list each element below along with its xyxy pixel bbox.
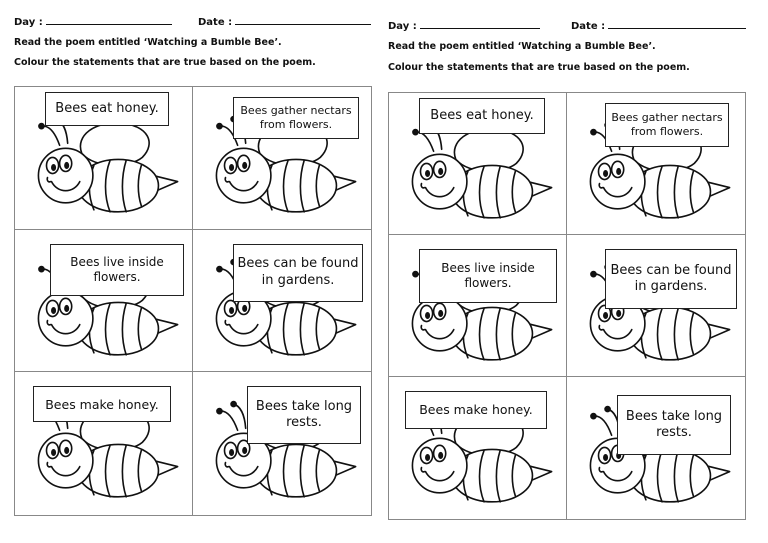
statement-box[interactable]: Bees take long rests. [617,395,731,455]
statement-cell [567,93,745,235]
statement-cell [193,372,371,515]
statement-box[interactable]: Bees live inside flowers. [50,244,184,296]
statement-box[interactable]: Bees gather nectars from flowers. [233,97,359,139]
date-label: Date : [198,17,233,28]
date-blank-line [608,20,746,29]
statement-box[interactable]: Bees gather nectars from flowers. [605,103,729,147]
statement-box[interactable]: Bees eat honey. [419,98,545,134]
day-label: Day : [388,21,417,32]
bee-icon [403,119,555,235]
statement-box[interactable]: Bees can be found in gardens. [605,249,737,309]
statement-box[interactable]: Bees live inside flowers. [419,249,557,303]
statement-cell [567,377,745,519]
statement-cell [15,87,193,230]
statement-cell [567,235,745,377]
statement-cell [15,230,193,373]
statement-cell [193,230,371,373]
worksheet-right [384,0,768,543]
statement-box[interactable]: Bees make honey. [33,386,171,422]
day-field [388,20,540,32]
day-field [14,16,172,28]
statement-box[interactable]: Bees make honey. [405,391,547,429]
date-field [198,16,371,28]
date-label: Date : [571,21,606,32]
bee-icon [29,113,181,229]
instruction-read: Read the poem entitled ‘Watching a Bumble Bee’. [388,41,656,52]
statement-cell [389,93,567,235]
statement-cell [389,377,567,519]
date-field [571,20,746,32]
day-blank-line [46,16,172,25]
statement-grid [388,92,746,520]
statement-cell [15,372,193,515]
statement-grid [14,86,372,516]
instruction-colour: Colour the statements that are true based on the poem. [388,62,690,73]
instruction-read: Read the poem entitled ‘Watching a Bumble Bee’. [14,37,282,48]
date-blank-line [235,16,371,25]
statement-cell [389,235,567,377]
statement-cell [193,87,371,230]
day-blank-line [420,20,540,29]
statement-box[interactable]: Bees can be found in gardens. [233,244,363,302]
statement-box[interactable]: Bees take long rests. [247,386,361,444]
instruction-colour: Colour the statements that are true based on the poem. [14,57,316,68]
statement-box[interactable]: Bees eat honey. [45,92,169,126]
day-label: Day : [14,17,43,28]
